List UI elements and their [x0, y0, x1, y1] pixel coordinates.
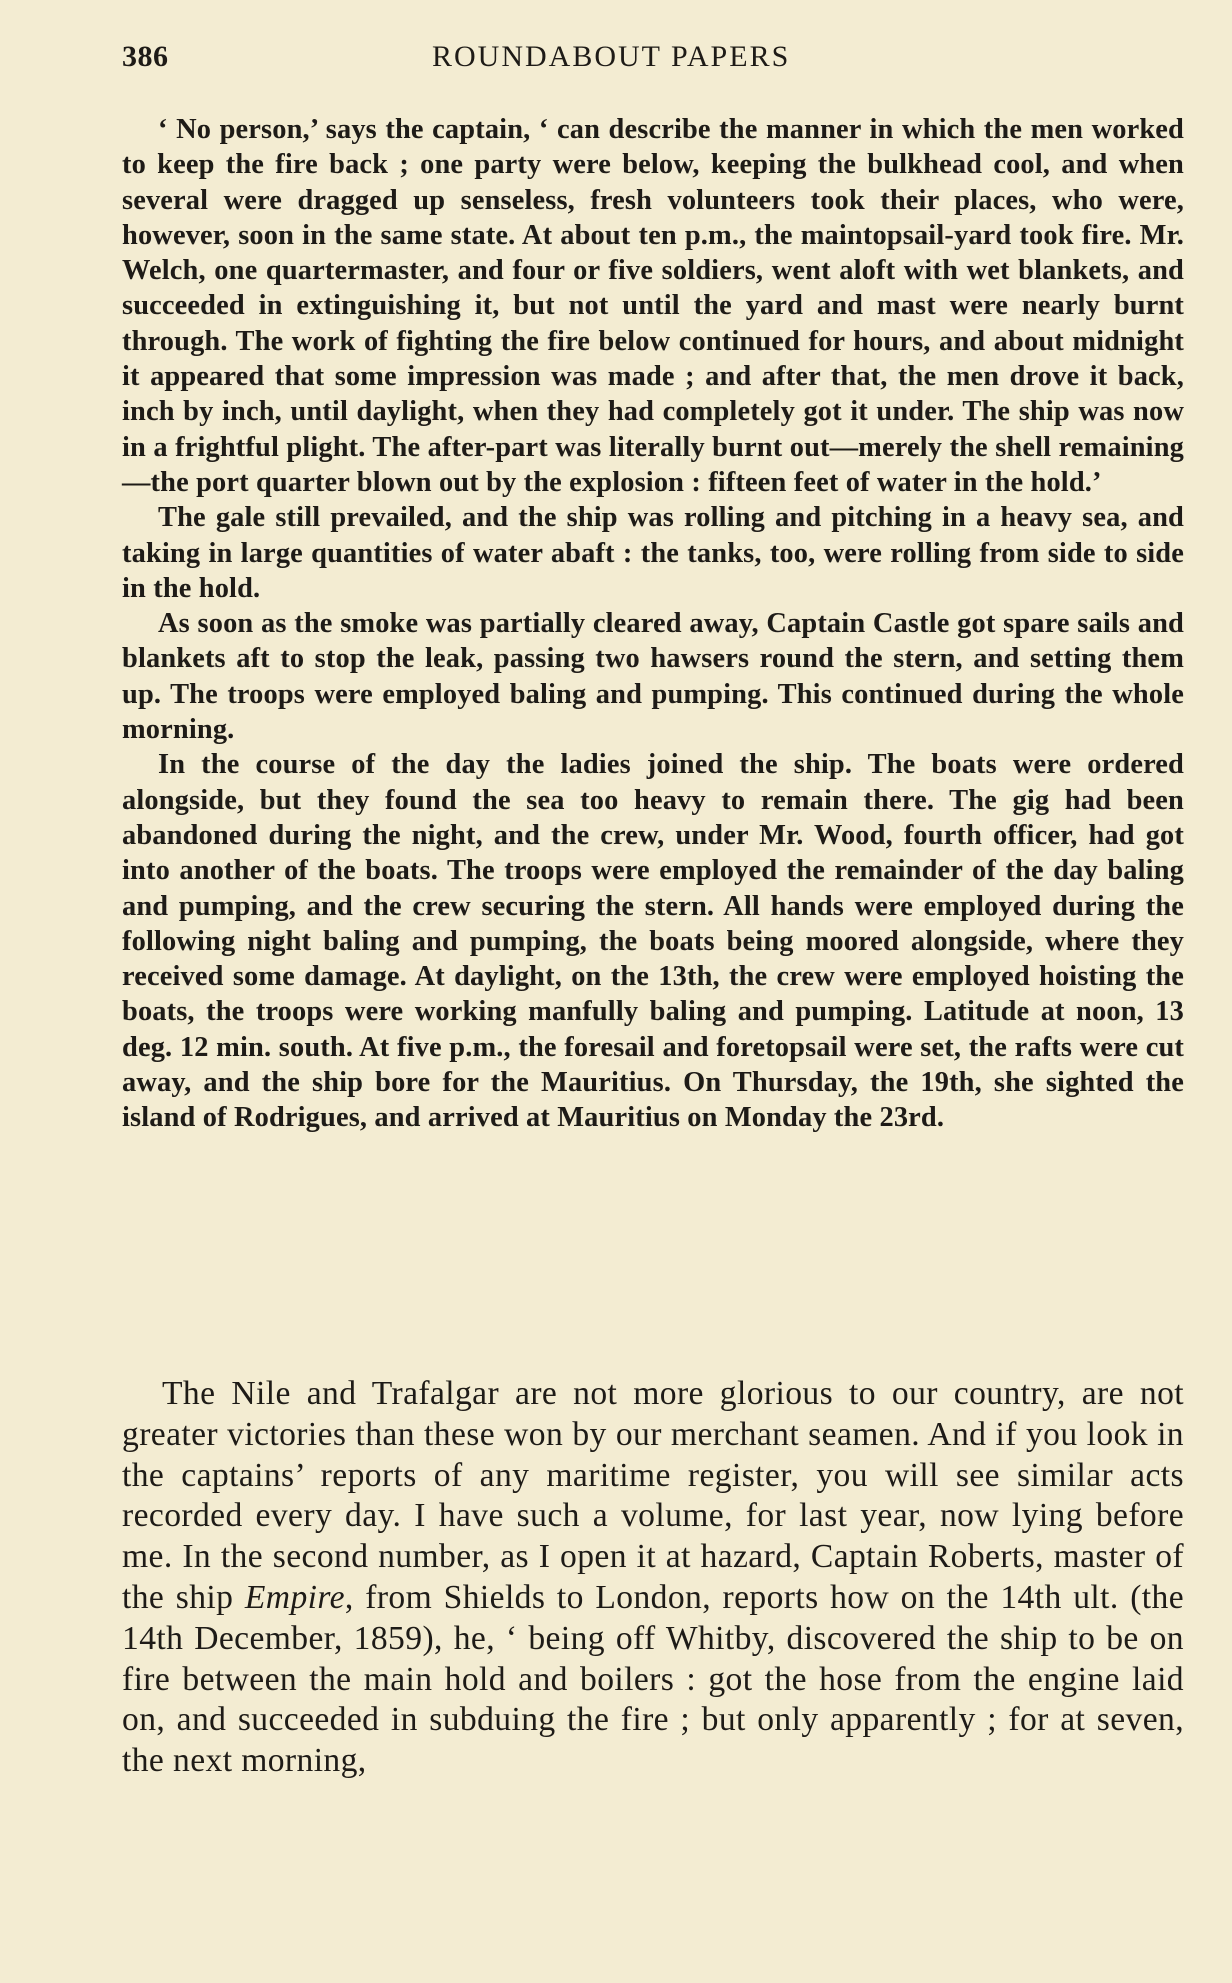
main-text-after: , from Shields to London, reports how on the 14th ult. (the 14th December, 1859), he, ‘ being off Whitby, discovered the ship to be on fire between the main hold and boilers : got the hose from the engine laid on, and succeeded in subduing the fire ; but only apparently ; for at seven, the next morning, [122, 1578, 1184, 1780]
page-number: 386 [122, 40, 169, 73]
main-text-block [122, 1374, 1184, 1782]
report-paragraph: As soon as the smoke was partially cleared away, Captain Castle got spare sails and blankets aft to stop the leak, passing two hawsers round the stern, and setting them up. The troops were employed baling and pumping. This continued during the whole morning. [122, 608, 1184, 746]
main-text-before: The Nile and Trafalgar are not more glorious to our country, are not greater victories than these won by our merchant seamen. And if you look in the captains’ reports of any maritime register, you will see similar acts recorded every day. I have such a volume, for last year, now lying before me. In the second number, as I open it at hazard, Captain Roberts, master of the ship [122, 1375, 1184, 1616]
quoted-report-block [122, 112, 1184, 1136]
main-paragraph [122, 1374, 1184, 1782]
report-paragraph: In the course of the day the ladies joined the ship. The boats were ordered alongside, but they found the sea too heavy to remain there. The gig had been abandoned during the night, and the crew, under Mr. Wood, fourth officer, had got into another of the boats. The troops were employed the remainder of the day baling and pumping, and the crew securing the stern. All hands were employed during the following night baling and pumping, the boats being moored alongside, where they received some damage. At daylight, on the 13th, the crew were employed hoisting the boats, the troops were working manfully baling and pumping. Latitude at noon, 13 deg. 12 min. south. At five p.m., the foresail and foretopsail were set, the rafts were cut away, and the ship bore for the Mauritius. On Thursday, the 19th, she sighted the island of Rodrigues, and arrived at Mauritius on Monday the 23rd. [122, 749, 1184, 1134]
running-title: ROUNDABOUT PAPERS [432, 40, 791, 73]
report-paragraph: ‘ No person,’ says the captain, ‘ can describe the manner in which the men worked to keep the fire back ; one party were below, keeping the bulkhead cool, and when several were dragged up senseless, fresh volunteers took their places, who were, however, soon in the same state. At about ten p.m., the maintopsail-yard took fire. Mr. Welch, one quartermaster, and four or five soldiers, went aloft with wet blankets, and succeeded in extinguishing it, but not until the yard and mast were nearly burnt through. The work of fighting the fire below continued for hours, and about midnight it appeared that some impression was made ; and after that, the men drove it back, inch by inch, until daylight, when they had completely got it under. The ship was now in a frightful plight. The after-part was literally burnt out—merely the shell remaining—the port quarter blown out by the explosion : fifteen feet of water in the hold.’ [122, 114, 1184, 498]
running-head [122, 40, 1182, 80]
report-paragraph: The gale still prevailed, and the ship was rolling and pitching in a heavy sea, and taking in large quantities of water abaft : the tanks, too, were rolling from side to side in the hold. [122, 502, 1184, 604]
ship-name: Empire [244, 1578, 345, 1616]
